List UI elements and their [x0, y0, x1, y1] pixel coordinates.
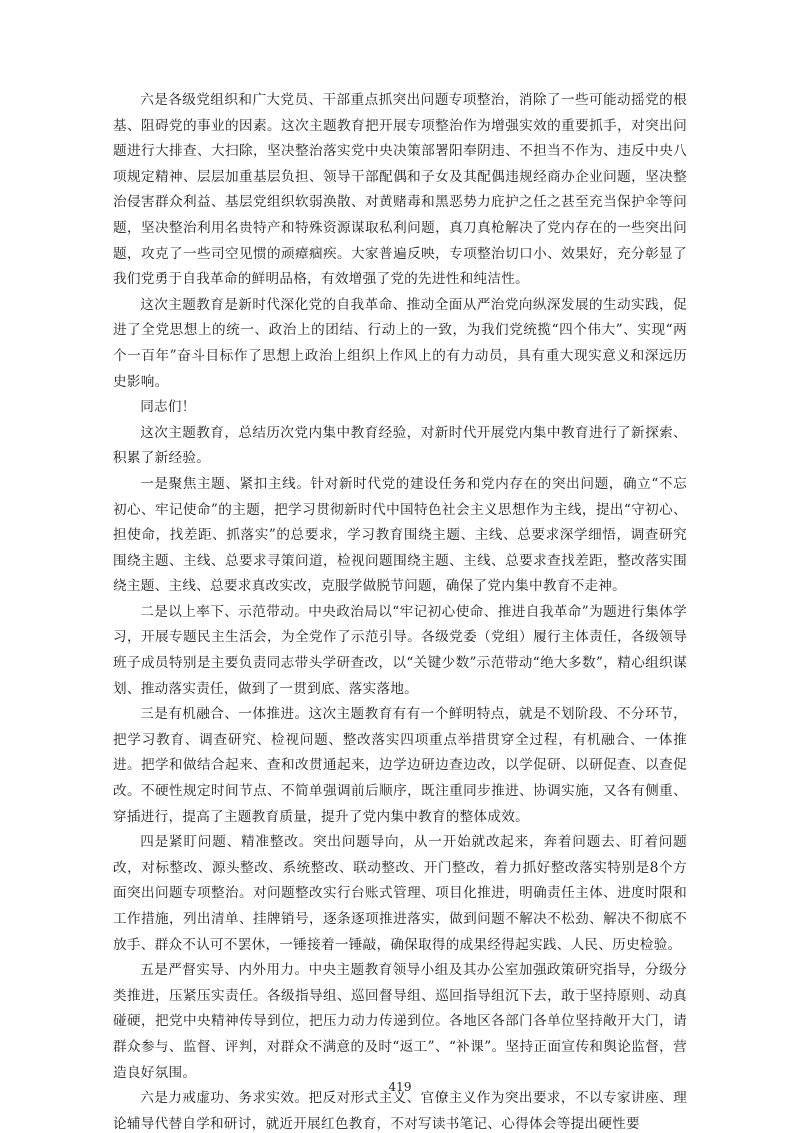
paragraph: 六是各级党组织和广大党员、干部重点抓突出问题专项整治，消除了一些可能动摇党的根基、阻碍党的事业的因素。这次主题教育把开展专项整治作为增强实效的重要抓手，对突出问题进行大排查、大扫除，坚决整治落实党中央决策部署阳奉阴违、不担当不作为、违反中央八项规定精神、层层加重基层负担、领导干部配偶和子女及其配偶违规经商办企业问题，坚决整治侵害群众利益、基层党组织软弱涣散、对黄赌毒和黑恶势力庇护之任之甚至充当保护伞等问题，坚决整治利用名贵特产和特殊资源谋取私利问题，真刀真枪解决了党内存在的一些突出问题，攻克了一些司空见惯的顽瘴痼疾。大家普遍反映，专项整治切口小、效果好，充分彰显了我们党勇于自我革命的鲜明品格，有效增强了党的先进性和纯洁性。 — [113, 92, 687, 288]
paragraph: 一是聚焦主题、紧扣主线。针对新时代党的建设任务和党内存在的突出问题，确立“不忘初心、牢记使命”的主题，把学习贯彻新时代中国特色社会主义思想作为主线，提出“守初心、担使命，找差距、抓落实”的总要求，学习教育围绕主题、主线、总要求深学细悟，调查研究围绕主题、主线、总要求寻策问道，检视问题围绕主题、主线、总要求查找差距，整改落实围绕主题、主线、总要求真改实改，克服学做脱节问题，确保了党内集中教育不走神。 — [113, 475, 687, 595]
paragraph: 六是力戒虚功、务求实效。把反对形式主义、官僚主义作为突出要求，不以专家讲座、理论辅导代替自学和研讨，就近开展红色教育，不对写读书笔记、心得体会等提出硬性要 — [113, 1090, 687, 1132]
paragraph: 四是紧盯问题、精准整改。突出问题导向，从一开始就改起来，奔着问题去、盯着问题改，对标整改、源头整改、系统整改、联动整改、开门整改，着力抓好整改落实特别是8个方面突出问题专项整治。对问题整改实行台账式管理、项目化推进，明确责任主体、进度时限和工作措施，列出清单、挂牌销号，逐条逐项推进落实，做到问题不解决不松劲、解决不彻底不放手、群众不认可不罢休，一锤接着一锤敲，确保取得的成果经得起实践、人民、历史检验。 — [113, 834, 687, 953]
page-number: 419 — [388, 1080, 412, 1094]
paragraph: 三是有机融合、一体推进。这次主题教育有有一个鲜明特点，就是不划阶段、不分环节，把学习教育、调查研究、检视问题、整改落实四项重点举措贯穿全过程，有机融合、一体推进。把学和做结合起来、查和改贯通起来，边学边研边查边改，以学促研、以研促查、以查促改。不硬性规定时间节点、不简单强调前后顺序，既注重同步推进、协调实施，又各有侧重、穿插进行，提高了主题教育质量，提升了党内集中教育的整体成效。 — [113, 706, 687, 825]
paragraph: 五是严督实导、内外用力。中央主题教育领导小组及其办公室加强政策研究指导，分级分类推进，压紧压实责任。各级指导组、巡回督导组、巡回指导组沉下去，敢于坚持原则、动真碰硬，把党中央精神传导到位，把压力动力传递到位。各地区各部门各单位坚持敞开大门，请群众参与、监督、评判，对群众不满意的及时“返工”、“补课”。坚持正面宣传和舆论监督，营造良好氛围。 — [113, 962, 687, 1081]
paragraph: 这次主题教育，总结历次党内集中教育经验，对新时代开展党内集中教育进行了新探索、积累了新经验。 — [113, 424, 687, 467]
paragraph: 同志们！ — [140, 399, 196, 416]
paragraph: 这次主题教育是新时代深化党的自我革命、推动全面从严治党向纵深发展的生动实践，促进了全党思想上的统一、政治上的团结、行动上的一致，为我们党统揽“四个伟大”、实现“两个一百年”奋斗目标作了思想上政治上组织上作风上的有力动员，具有重大现实意义和深远历史影响。 — [113, 296, 687, 390]
paragraph: 二是以上率下、示范带动。中央政治局以“牢记初心使命、推进自我革命”为题进行集体学习，开展专题民主生活会，为全党作了示范引导。各级党委（党组）履行主体责任，各级领导班子成员特别是主要负责同志带头学研查改，以“关键少数”示范带动“绝大多数”，精心组织谋划、推动落实责任，做到了一贯到底、落实落地。 — [113, 603, 687, 697]
document-body — [113, 88, 687, 1133]
